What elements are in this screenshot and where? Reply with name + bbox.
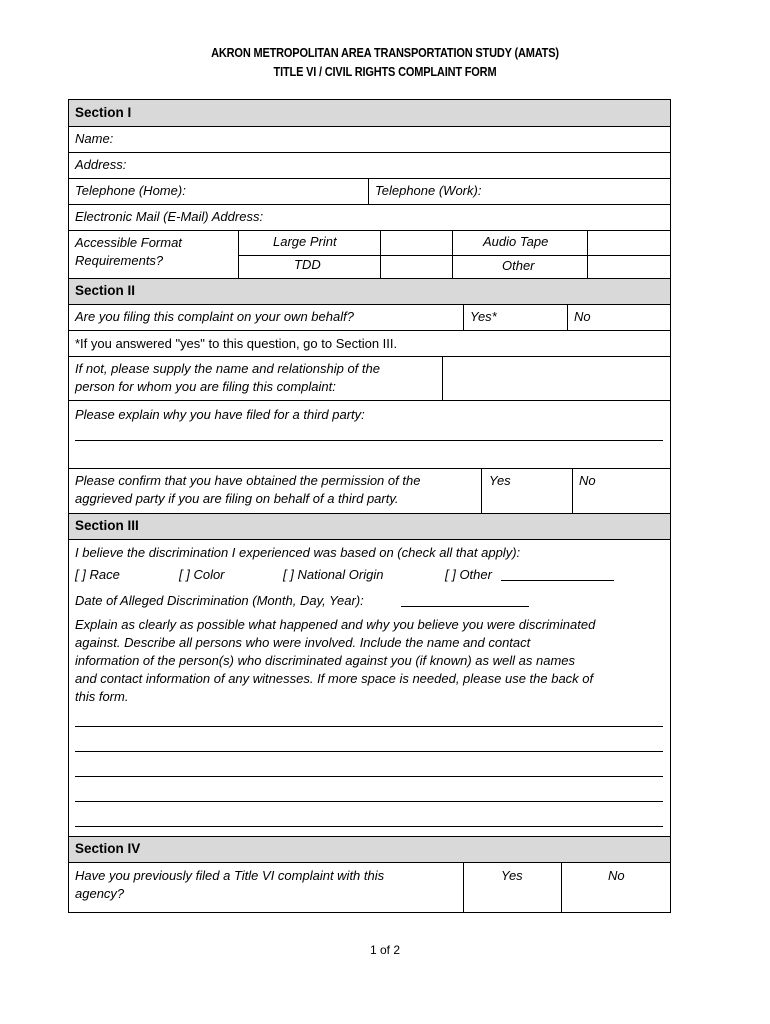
permission-row: [69, 469, 670, 514]
explain-instructions-5: this form.: [75, 689, 129, 704]
telephone-row: [69, 179, 670, 205]
permission-label-1: Please confirm that you have obtained the permission of the: [75, 473, 421, 488]
permission-no-option[interactable]: [572, 469, 670, 513]
permission-yes-label: Yes: [489, 473, 511, 488]
third-party-name-label-1: If not, please supply the name and relationship of the: [75, 361, 380, 376]
third-party-name-row: [69, 357, 670, 401]
page-number: 1 of 2: [369, 943, 401, 957]
race-checkbox[interactable]: [ ] Race: [75, 567, 120, 582]
explain-instructions-2: against. Describe all persons who were involved. Include the name and contact: [75, 635, 531, 650]
own-behalf-row: [69, 305, 670, 331]
address-label: Address:: [75, 157, 127, 172]
previous-complaint-label-2: agency?: [75, 886, 125, 901]
large-print-label: Large Print: [273, 234, 337, 249]
email-label: Electronic Mail (E-Mail) Address:: [75, 209, 264, 224]
third-party-name-label-2: person for whom you are filing this complaint:: [75, 379, 336, 394]
tdd-label: TDD: [294, 257, 321, 272]
name-field[interactable]: [69, 127, 670, 153]
own-behalf-question: Are you filing this complaint on your own behalf?: [75, 309, 354, 324]
explain-line[interactable]: [75, 751, 663, 752]
previous-complaint-no-label: No: [608, 868, 625, 883]
audio-other-labels: [452, 231, 587, 278]
large-print-tdd-labels: [238, 231, 380, 278]
own-behalf-no-label: No: [574, 309, 591, 324]
accessible-format-label-1: Accessible Format: [75, 235, 182, 250]
email-field[interactable]: [69, 205, 670, 231]
explain-instructions-1: Explain as clearly as possible what happened and why you believe you were discriminated: [75, 617, 596, 632]
explain-line[interactable]: [75, 776, 663, 777]
form-title-line2: TITLE VI / CIVIL RIGHTS COMPLAINT FORM: [273, 65, 497, 79]
section-4-title: Section IV: [75, 841, 141, 856]
color-checkbox[interactable]: [ ] Color: [179, 567, 225, 582]
other-format-label: Other: [502, 258, 535, 273]
telephone-work-field[interactable]: [368, 179, 670, 204]
own-behalf-yes-option[interactable]: [463, 305, 567, 330]
previous-complaint-yes-option[interactable]: [463, 863, 561, 912]
complaint-form: [68, 99, 671, 913]
large-print-tdd-checkboxes[interactable]: [380, 231, 452, 278]
telephone-work-label: Telephone (Work):: [375, 183, 482, 198]
accessible-format-label-cell: [69, 231, 238, 278]
date-line[interactable]: [401, 606, 529, 607]
previous-complaint-yes-label: Yes: [501, 868, 523, 883]
discrimination-details: [69, 540, 670, 837]
section-4-header: [69, 837, 670, 863]
third-party-explain-line[interactable]: [75, 440, 663, 441]
explain-instructions-4: and contact information of any witnesses. If more space is needed, please use the back of: [75, 671, 594, 686]
explain-line[interactable]: [75, 726, 663, 727]
permission-yes-option[interactable]: [481, 469, 572, 513]
audio-tape-label: Audio Tape: [483, 234, 549, 249]
previous-complaint-label-1: Have you previously filed a Title VI complaint with this: [75, 868, 385, 883]
telephone-home-field[interactable]: [69, 179, 368, 204]
other-basis-line[interactable]: [501, 580, 614, 581]
accessible-format-label-2: Requirements?: [75, 253, 164, 268]
audio-other-checkboxes[interactable]: [587, 231, 670, 278]
accessible-format-row: [69, 231, 670, 279]
own-behalf-no-option[interactable]: [567, 305, 670, 330]
section-1-header: [69, 100, 670, 127]
telephone-home-label: Telephone (Home):: [75, 183, 186, 198]
own-behalf-yes-label: Yes*: [470, 309, 497, 324]
section-3-title: Section III: [75, 518, 139, 533]
permission-no-label: No: [579, 473, 596, 488]
address-field[interactable]: [69, 153, 670, 179]
yes-note: *If you answered "yes" to this question, go to Section III.: [75, 336, 398, 351]
previous-complaint-row: [69, 863, 670, 912]
national-origin-checkbox[interactable]: [ ] National Origin: [283, 567, 384, 582]
form-title-line1: AKRON METROPOLITAN AREA TRANSPORTATION STUDY (AMATS): [211, 46, 559, 60]
explain-instructions-3: information of the person(s) who discriminated against you (if known) as well as names: [75, 653, 576, 668]
third-party-explain-label: Please explain why you have filed for a third party:: [75, 407, 365, 422]
third-party-name-input[interactable]: [442, 357, 670, 400]
permission-label-2: aggrieved party if you are filing on behalf of a third party.: [75, 491, 399, 506]
section-3-header: [69, 514, 670, 540]
name-label: Name:: [75, 131, 114, 146]
section-2-title: Section II: [75, 283, 136, 298]
date-label: Date of Alleged Discrimination (Month, Day, Year):: [75, 593, 364, 608]
yes-note-row: [69, 331, 670, 357]
explain-line[interactable]: [75, 801, 663, 802]
section-2-header: [69, 279, 670, 305]
explain-line[interactable]: [75, 826, 663, 827]
basis-question: I believe the discrimination I experienced was based on (check all that apply):: [75, 545, 521, 560]
section-1-title: Section I: [75, 105, 132, 120]
other-basis-checkbox[interactable]: [ ] Other: [445, 567, 492, 582]
third-party-explain-row: [69, 401, 670, 469]
previous-complaint-no-option[interactable]: [561, 863, 670, 912]
